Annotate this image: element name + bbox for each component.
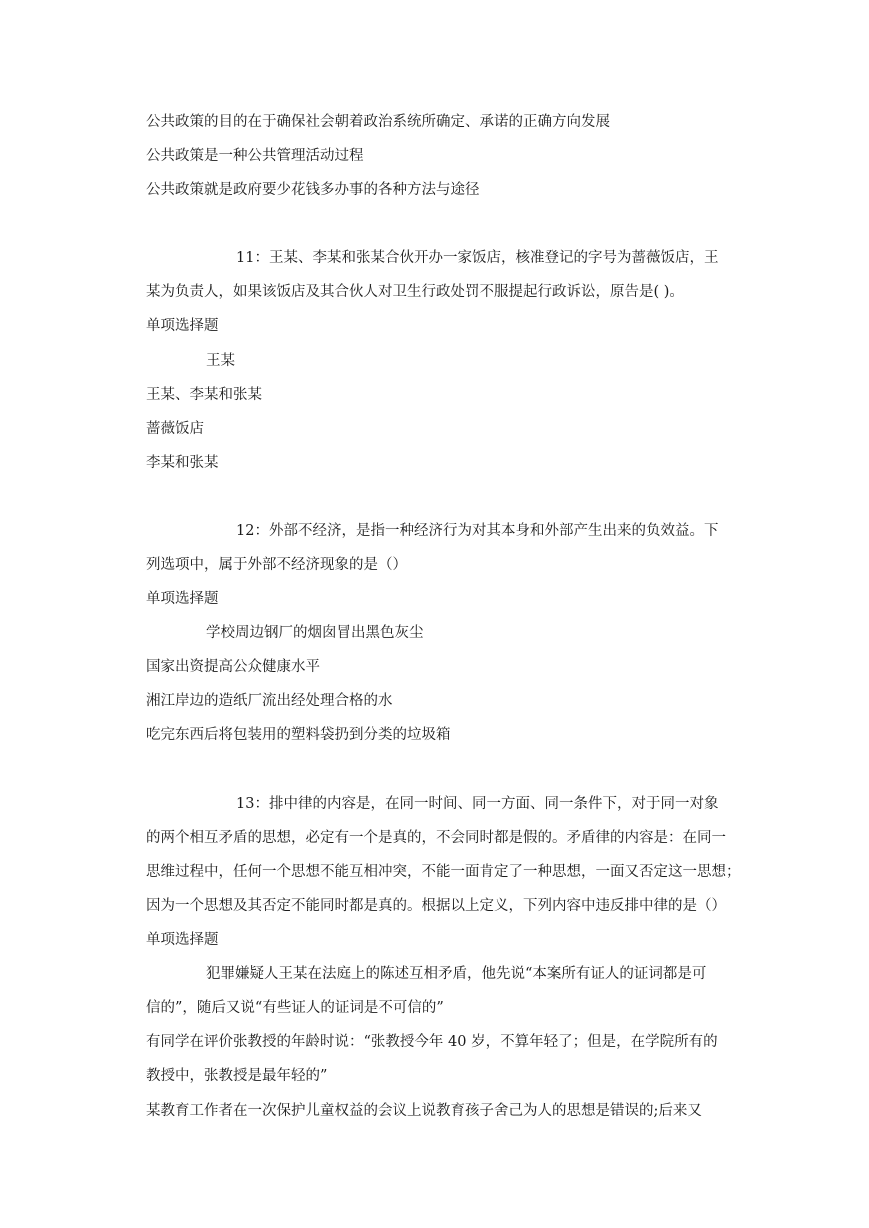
option-text: 王某 (206, 353, 235, 369)
question-type: 单项选择题 (146, 932, 219, 948)
question-11-stem: 某为负责人，如果该饭店及其合伙人对卫生行政处罚不服提起行政诉讼，原告是( )。 (146, 284, 684, 300)
question-12-stem: 列选项中，属于外部不经济现象的是（） (146, 557, 407, 573)
option-text: 公共政策是一种公共管理活动过程 (146, 148, 364, 164)
question-13-stem: 因为一个思想及其否定不能同时都是真的。根据以上定义，下列内容中违反排中律的是（） (146, 898, 726, 914)
option-text: 某教育工作者在一次保护儿童权益的会议上说教育孩子舍己为人的思想是错误的;后来又 (146, 1103, 702, 1119)
option-text: 王某、李某和张某 (146, 387, 262, 403)
option-text: 信的”，随后又说“有些证人的证词是不可信的” (146, 1000, 444, 1016)
question-type: 单项选择题 (146, 318, 219, 334)
option-text: 湘江岸边的造纸厂流出经处理合格的水 (146, 693, 393, 709)
option-text: 公共政策就是政府要少花钱多办事的各种方法与途径 (146, 182, 480, 198)
option-text: 有同学在评价张教授的年龄时说：“张教授今年 40 岁，不算年轻了；但是，在学院所有的 (146, 1034, 718, 1050)
option-text: 公共政策的目的在于确保社会朝着政治系统所确定、承诺的正确方向发展 (146, 114, 610, 130)
option-text: 吃完东西后将包装用的塑料袋扔到分类的垃圾箱 (146, 727, 451, 743)
option-text: 教授中，张教授是最年轻的” (146, 1068, 328, 1084)
question-11-stem: 11：王某、李某和张某合伙开办一家饭店，核准登记的字号为蔷薇饭店，王 (236, 250, 719, 266)
option-text: 李某和张某 (146, 455, 219, 471)
option-text: 学校周边钢厂的烟囱冒出黑色灰尘 (206, 625, 424, 641)
question-type: 单项选择题 (146, 591, 219, 607)
question-13-stem: 思维过程中，任何一个思想不能互相冲突，不能一面肯定了一种思想，一面又否定这一思想； (146, 864, 741, 880)
question-13-stem: 13：排中律的内容是，在同一时间、同一方面、同一条件下，对于同一对象 (236, 796, 719, 812)
option-text: 国家出资提高公众健康水平 (146, 659, 320, 675)
option-text: 蔷薇饭店 (146, 421, 204, 437)
question-13-stem: 的两个相互矛盾的思想，必定有一个是真的，不会同时都是假的。矛盾律的内容是：在同一 (146, 830, 726, 846)
option-text: 犯罪嫌疑人王某在法庭上的陈述互相矛盾，他先说“本案所有证人的证词都是可 (206, 966, 707, 982)
question-12-stem: 12：外部不经济，是指一种经济行为对其本身和外部产生出来的负效益。下 (236, 523, 719, 539)
